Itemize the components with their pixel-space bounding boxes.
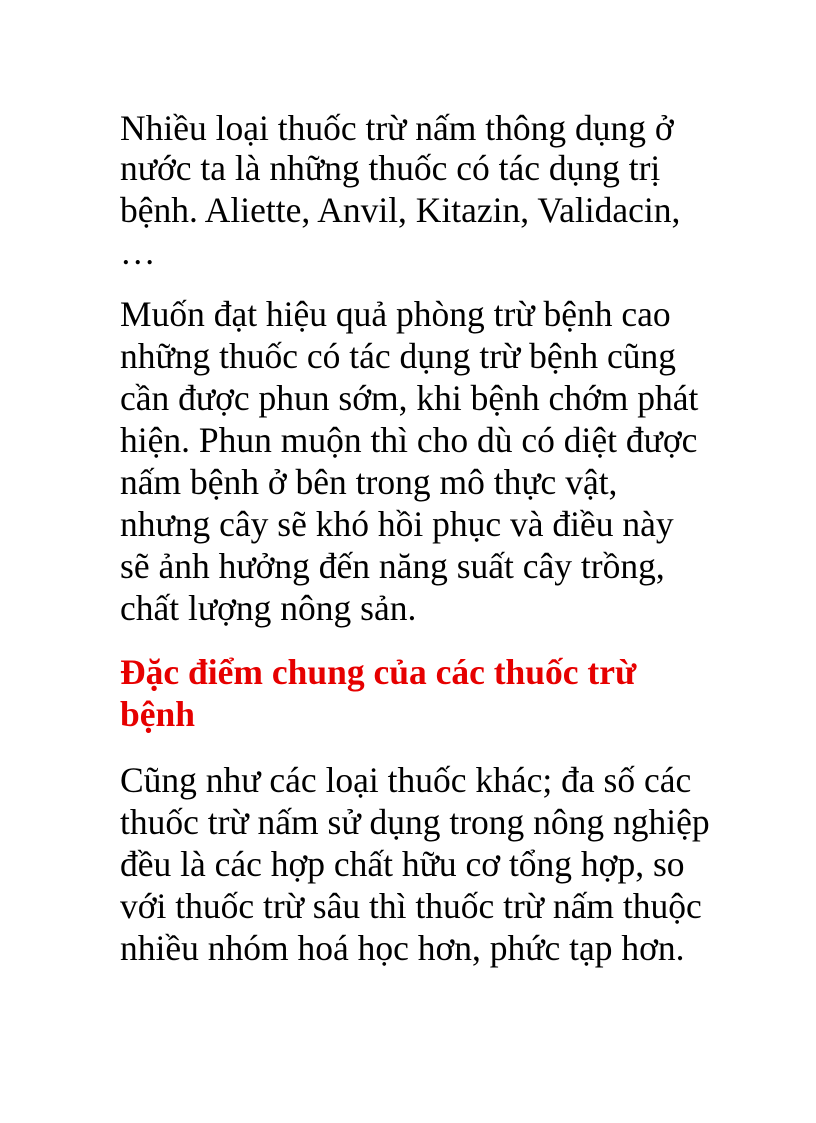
text-line: Cũng như các loại thuốc khác; đa số các	[120, 760, 692, 800]
text-line: với thuốc trừ sâu thì thuốc trừ nấm thuộc	[120, 886, 702, 926]
text-line: hiện. Phun muộn thì cho dù có diệt được	[120, 420, 698, 460]
text-line: nhưng cây sẽ khó hồi phục và điều này	[120, 504, 674, 544]
text-line: …	[120, 232, 156, 272]
text-line: nấm bệnh ở bên trong mô thực vật,	[120, 462, 618, 502]
text-line: nước ta là những thuốc có tác dụng trị	[120, 148, 661, 188]
text-line: cần được phun sớm, khi bệnh chớm phát	[120, 378, 699, 418]
text-line: Muốn đạt hiệu quả phòng trừ bệnh cao	[120, 294, 671, 334]
text-line: đều là các hợp chất hữu cơ tổng hợp, so	[120, 844, 685, 884]
text-line: nhiều nhóm hoá học hơn, phức tạp hơn.	[120, 928, 685, 968]
text-line: bệnh. Aliette, Anvil, Kitazin, Validacin,	[120, 190, 681, 230]
text-line: thuốc trừ nấm sử dụng trong nông nghiệp	[120, 802, 710, 842]
text-line: chất lượng nông sản.	[120, 588, 417, 628]
text-line: Nhiều loại thuốc trừ nấm thông dụng ở	[120, 108, 674, 148]
heading-line: Đặc điểm chung của các thuốc trừ	[120, 652, 637, 692]
heading-line: bệnh	[120, 694, 195, 734]
text-line: những thuốc có tác dụng trừ bệnh cũng	[120, 336, 677, 376]
text-line: sẽ ảnh hưởng đến năng suất cây trồng,	[120, 546, 665, 586]
